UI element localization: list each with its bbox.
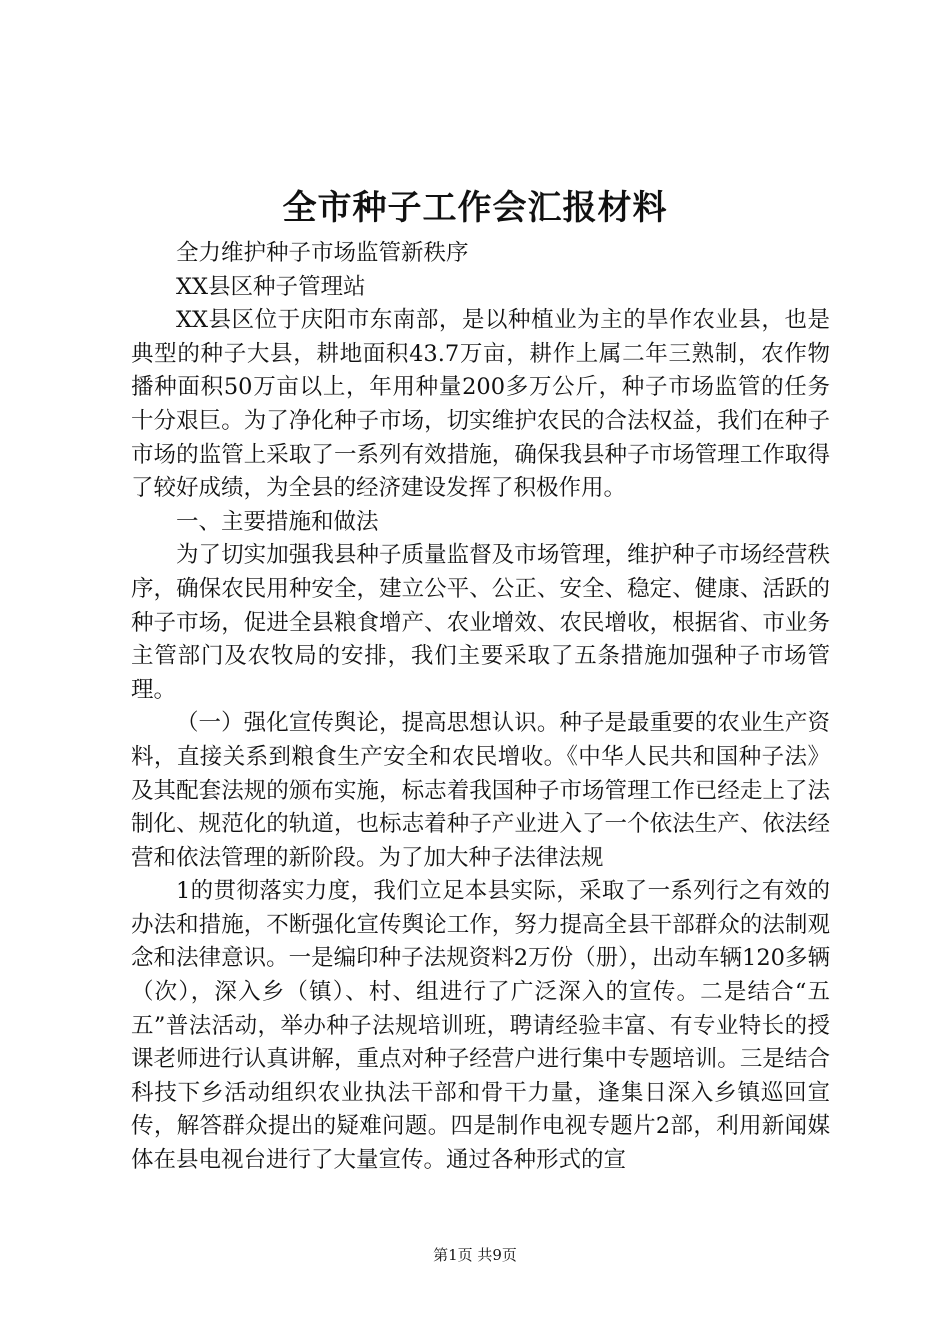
body-paragraph: （一）强化宣传舆论，提高思想认识。种子是最重要的农业生产资料，直接关系到粮食生产安全和农民增收。《中华人民共和国种子法》及其配套法规的颁布实施，标志着我国种子市场管理工作已经走上了法制化、规范化的轨道，也标志着种子产业进入了一个依法生产、依法经营和依法管理的新阶段。为了加大种子法律法规 <box>131 710 830 871</box>
subtitle-paragraph: 全力维护种子市场监管新秩序 <box>176 240 469 266</box>
document-body <box>131 237 830 1178</box>
page-footer <box>0 1245 950 1265</box>
body-paragraph: XX县区位于庆阳市东南部，是以种植业为主的旱作农业县，也是典型的种子大县，耕地面积43.7万亩，耕作上属二年三熟制，农作物播种面积50万亩以上，年用种量200多万公斤，种子市场监管的任务十分艰巨。为了净化种子市场，切实维护农民的合法权益，我们在种子市场的监管上采取了一系列有效措施，确保我县种子市场管理工作取得了较好成绩，为全县的经济建设发挥了积极作用。 <box>131 307 830 502</box>
document-title: 全市种子工作会汇报材料 <box>282 188 668 228</box>
page-number: 第1页 共9页 <box>433 1246 517 1264</box>
body-paragraph: 为了切实加强我县种子质量监督及市场管理，维护种子市场经营秩序，确保农民用种安全，建立公平、公正、安全、稳定、健康、活跃的种子市场，促进全县粮食增产、农业增效、农民增收，根据省、市业务主管部门及农牧局的安排，我们主要采取了五条措施加强种子市场管理。 <box>131 542 830 703</box>
section-heading: 一、主要措施和做法 <box>176 508 379 535</box>
body-paragraph: 1的贯彻落实力度，我们立足本县实际，采取了一系列行之有效的办法和措施，不断强化宣传舆论工作，努力提高全县干部群众的法制观念和法律意识。一是编印种子法规资料2万份（册），出动车辆120多辆（次），深入乡（镇）、村、组进行了广泛深入的宣传。二是结合“五五”普法活动，举办种子法规培训班，聘请经验丰富、有专业特长的授课老师进行认真讲解，重点对种子经营户进行集中专题培训。三是结合科技下乡活动组织农业执法干部和骨干力量，逢集日深入乡镇巡回宣传，解答群众提出的疑难问题。四是制作电视专题片2部，利用新闻媒体在县电视台进行了大量宣传。通过各种形式的宣 <box>131 878 830 1174</box>
author-paragraph: XX县区种子管理站 <box>176 273 366 300</box>
